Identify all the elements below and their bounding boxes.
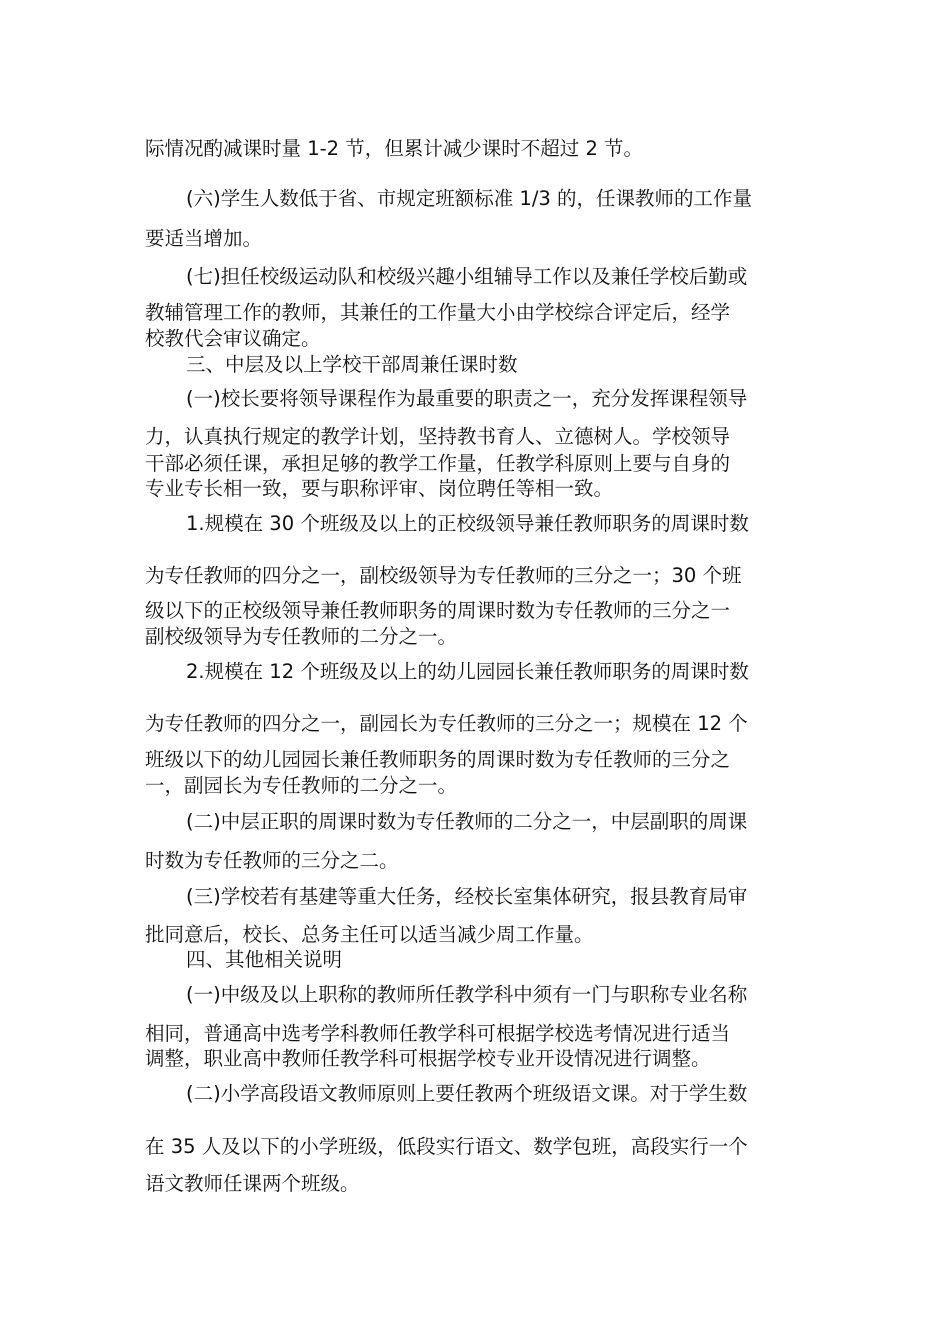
text-line: 校教代会审议确定。 (145, 327, 321, 350)
text-line: (六)学生人数低于省、市规定班额标准 1/3 的，任课教师的工作量 (186, 187, 752, 210)
text-line: 际情况酌减课时量 1-2 节，但累计减少课时不超过 2 节。 (145, 137, 644, 160)
text-line: 为专任教师的四分之一，副校级领导为专任教师的三分之一；30 个班 (145, 564, 742, 587)
text-line: 调整，职业高中教师任教学科可根据学校专业开设情况进行调整。 (145, 1047, 711, 1070)
text-line: 为专任教师的四分之一，副园长为专任教师的三分之一；规模在 12 个 (145, 712, 748, 735)
text-line: 班级以下的幼儿园园长兼任教师职务的周课时数为专任教师的三分之 (145, 748, 731, 771)
text-line: (二)中层正职的周课时数为专任教师的二分之一，中层副职的周课 (186, 810, 748, 833)
text-line: 1.规模在 30 个班级及以上的正校级领导兼任教师职务的周课时数 (186, 512, 749, 535)
text-line: 副校级领导为专任教师的二分之一。 (145, 625, 458, 648)
text-line: (三)学校若有基建等重大任务，经校长室集体研究，报县教育局审 (186, 885, 748, 908)
section-heading: 三、中层及以上学校干部周兼任课时数 (186, 353, 518, 376)
text-line: (一)校长要将领导课程作为最重要的职责之一，充分发挥课程领导 (186, 387, 748, 410)
text-line: (一)中级及以上职称的教师所任教学科中须有一门与职称专业名称 (186, 983, 748, 1006)
text-line: 力，认真执行规定的教学计划，坚持教书育人、立德树人。学校领导 (145, 425, 731, 448)
text-line: 相同，普通高中选考学科教师任教学科可根据学校选考情况进行适当 (145, 1022, 731, 1045)
text-line: 要适当增加。 (145, 227, 263, 250)
section-heading: 四、其他相关说明 (186, 948, 343, 971)
text-line: 干部必须任课，承担足够的教学工作量，任教学科原则上要与自身的 (145, 452, 731, 475)
text-line: 专业专长相一致，要与职称评审、岗位聘任等相一致。 (145, 477, 614, 500)
text-line: 级以下的正校级领导兼任教师职务的周课时数为专任教师的三分之一 (145, 599, 731, 622)
text-line: 时数为专任教师的三分之二。 (145, 849, 399, 872)
text-line: 教辅管理工作的教师，其兼任的工作量大小由学校综合评定后，经学 (145, 301, 731, 324)
text-line: (七)担任校级运动队和校级兴趣小组辅导工作以及兼任学校后勤或 (186, 265, 748, 288)
text-line: 批同意后，校长、总务主任可以适当减少周工作量。 (145, 923, 594, 946)
text-line: (二)小学高段语文教师原则上要任教两个班级语文课。对于学生数 (186, 1082, 748, 1105)
text-line: 在 35 人及以下的小学班级，低段实行语文、数学包班，高段实行一个 (145, 1135, 748, 1158)
text-line: 2.规模在 12 个班级及以上的幼儿园园长兼任教师职务的周课时数 (186, 660, 749, 683)
text-line: 语文教师任课两个班级。 (145, 1172, 360, 1195)
text-line: 一，副园长为专任教师的二分之一。 (145, 774, 458, 797)
